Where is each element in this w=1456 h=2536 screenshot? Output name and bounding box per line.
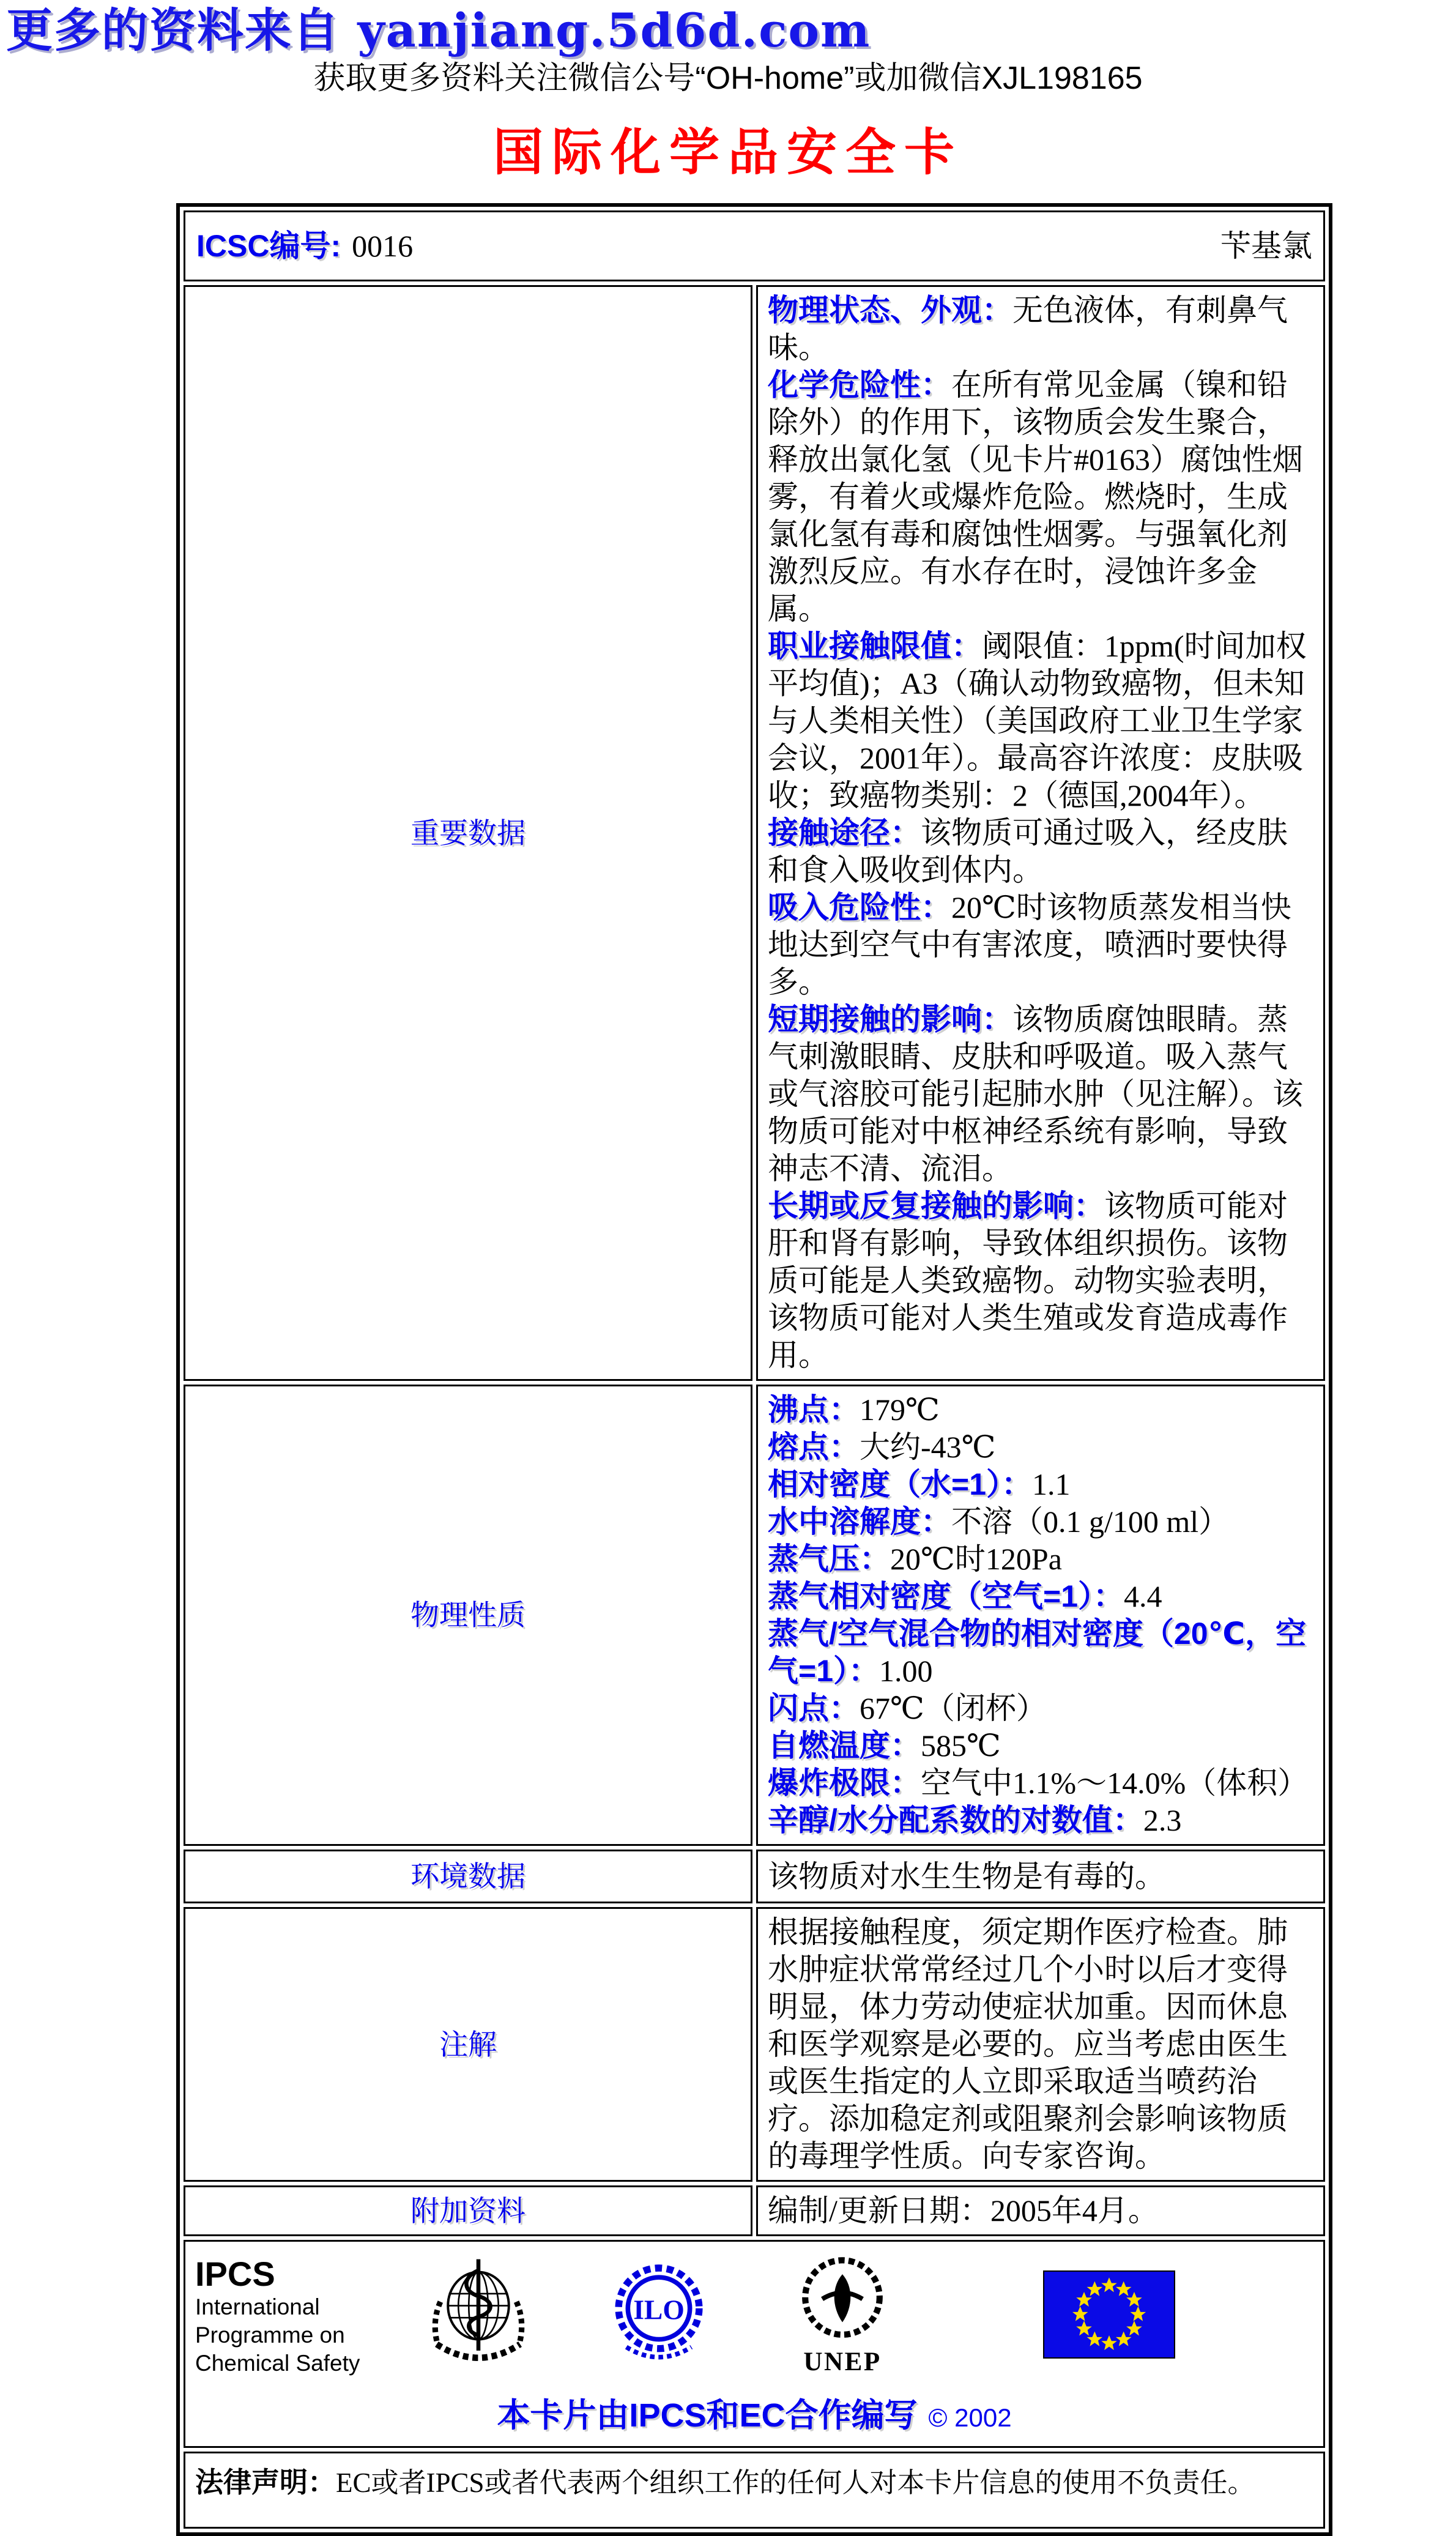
item-value: 20℃时该物质蒸发相当快地达到空气中有害浓度，喷洒时要快得多。 (768, 890, 1291, 999)
legal-row (184, 2452, 1325, 2529)
table-row (184, 1907, 1325, 2182)
environmental-data-content: 该物质对水生生物是有毒的。 (756, 1850, 1325, 1903)
item-value: 该物质可通过吸入，经皮肤和食入吸收到体内。 (768, 816, 1288, 887)
data-item (768, 1802, 1313, 1839)
data-item (768, 628, 1313, 814)
item-key: 辛醇/水分配系数的对数值： (768, 1803, 1143, 1837)
icsc-number-label: ICSC编号: (196, 229, 341, 263)
data-item (768, 1727, 1313, 1764)
item-key: 闪点： (768, 1691, 860, 1725)
data-item (768, 1541, 1313, 1578)
item-value: 空气中1.1%～14.0%（体积） (921, 1766, 1309, 1800)
item-key: 蒸气/空气混合物的相对密度（20℃，空气=1）： (768, 1616, 1307, 1688)
item-key: 化学危险性： (768, 368, 951, 402)
item-key: 爆炸极限： (768, 1766, 921, 1800)
important-data-content (756, 285, 1325, 1381)
table-row (184, 2240, 1325, 2448)
item-key: 相对密度（水=1）： (768, 1467, 1033, 1501)
section-label-environmental-data: 环境数据 (184, 1850, 752, 1903)
chemical-name: 苄基氯 (1220, 229, 1312, 263)
item-key: 短期接触的影响： (768, 1002, 1012, 1036)
data-item (768, 292, 1313, 366)
item-value: 67℃（闭杯） (860, 1691, 1047, 1725)
item-value: 1.1 (1032, 1467, 1071, 1501)
item-value: 4.4 (1124, 1579, 1162, 1613)
data-item (768, 1503, 1313, 1541)
item-key: 熔点： (768, 1430, 860, 1464)
item-value: 585℃ (921, 1728, 1001, 1763)
section-label-notes: 注解 (184, 1907, 752, 2182)
item-value: 179℃ (860, 1393, 940, 1427)
data-item (768, 366, 1313, 628)
item-value: 1.00 (879, 1654, 933, 1688)
item-value: 阈限值：1ppm(时间加权平均值)；A3（确认动物致癌物，但未知与人类相关性）（美国政府工业卫生学家会议，2001年）。最高容许浓度：皮肤吸收；致癌物类别：2（德国,2004年）。 (768, 629, 1307, 812)
item-key: 吸入危险性： (768, 890, 951, 924)
ilo-letters: ILO (633, 2294, 685, 2326)
data-item (768, 1615, 1313, 1690)
section-label-physical-properties: 物理性质 (184, 1385, 752, 1846)
additional-info-content: 编制/更新日期：2005年4月。 (756, 2185, 1325, 2236)
legal-label: 法律声明： (195, 2466, 336, 2498)
ipcs-title: IPCS (195, 2254, 275, 2293)
legal-text: EC或者IPCS或者代表两个组织工作的任何人对本卡片信息的使用不负责任。 (336, 2467, 1255, 2498)
item-key: 蒸气相对密度（空气=1）： (768, 1579, 1124, 1613)
ipcs-subtitle-line: International (195, 2294, 320, 2319)
banner-wechat-line: 获取更多资料关注微信公号“OH-home”或加微信XJL198165 (313, 61, 1143, 96)
data-item (768, 889, 1313, 1001)
unep-icon (796, 2254, 889, 2378)
item-key: 水中溶解度： (768, 1504, 951, 1539)
item-key: 物理状态、外观： (768, 293, 1012, 327)
credit-text: 本卡片由IPCS和EC合作编写 (497, 2397, 918, 2434)
section-label-additional-info: 附加资料 (184, 2185, 752, 2236)
item-value: 该物质腐蚀眼睛。蒸气刺激眼睛、皮肤和呼吸道。吸入蒸气或气溶胶可能引起肺水肿（见注解）。该物质可能对中枢神经系统有影响，导致神志不清、流泪。 (768, 1002, 1303, 1186)
data-item (768, 1578, 1313, 1615)
item-key: 沸点： (768, 1393, 860, 1427)
item-value: 大约-43℃ (860, 1430, 996, 1464)
data-item (768, 1690, 1313, 1727)
table-row (184, 210, 1325, 281)
item-value: 无色液体，有刺鼻气味。 (768, 293, 1288, 365)
icsc-number-value: 0016 (352, 229, 414, 263)
table-row (184, 2185, 1325, 2236)
ilo-icon (612, 2260, 705, 2372)
table-row (184, 1385, 1325, 1846)
who-icon (430, 2258, 527, 2374)
notes-content: 根据接触程度，须定期作医疗检查。肺水肿症状常常经过几个小时以后才变得明显，体力劳动使症状加重。因而休息和医学观察是必要的。应当考虑由医生或医生指定的人立即采取适当喷药治疗。添加稳定剂或阻聚剂会影响该物质的毒理学性质。向专家咨询。 (756, 1907, 1325, 2182)
logos-row (184, 2240, 1325, 2448)
data-item (768, 1001, 1313, 1188)
item-key: 长期或反复接触的影响： (768, 1189, 1104, 1223)
physical-properties-content (756, 1385, 1325, 1846)
credit-line (185, 2389, 1323, 2436)
ipcs-wordmark (195, 2255, 379, 2378)
item-key: 接触途径： (768, 816, 921, 850)
copyright-text: © 2002 (928, 2403, 1012, 2432)
item-value: 在所有常见金属（镍和铅除外）的作用下，该物质会发生聚合，释放出氯化氢（见卡片#0163）腐蚀性烟雾，有着火或爆炸危险。燃烧时，生成氯化氢有毒和腐蚀性烟雾。与强氧化剂激烈反应。有水存在时，浸蚀许多金属。 (768, 368, 1303, 626)
ipcs-subtitle-line: Chemical Safety (195, 2350, 360, 2376)
table-row (184, 2452, 1325, 2529)
banner-source-line: 更多的资料来自 yanjiang.5d6d.com (6, 3, 871, 58)
section-label-important-data: 重要数据 (184, 285, 752, 1381)
unep-letters: UNEP (803, 2348, 882, 2375)
item-value: 不溶（0.1 g/100 ml） (951, 1504, 1230, 1539)
item-value: 20℃时120Pa (890, 1542, 1062, 1576)
item-value: 2.3 (1143, 1803, 1182, 1837)
item-key: 蒸气压： (768, 1542, 890, 1576)
page-title: 国际化学品安全卡 (492, 125, 963, 180)
item-key: 职业接触限值： (768, 629, 982, 663)
data-item (768, 814, 1313, 889)
ipcs-subtitle-line: Programme on (195, 2322, 345, 2348)
data-item (768, 1391, 1313, 1429)
eu-flag-icon (1043, 2270, 1175, 2362)
table-row (184, 285, 1325, 1381)
safety-card-table (176, 203, 1332, 2536)
data-item (768, 1188, 1313, 1374)
item-key: 自燃温度： (768, 1728, 921, 1763)
table-row (184, 1850, 1325, 1903)
data-item (768, 1764, 1313, 1802)
data-item (768, 1466, 1313, 1503)
data-item (768, 1429, 1313, 1466)
item-value: 该物质可能对肝和肾有影响，导致体组织损伤。该物质可能是人类致癌物。动物实验表明，该物质可能对人类生殖或发育造成毒作用。 (768, 1189, 1288, 1372)
